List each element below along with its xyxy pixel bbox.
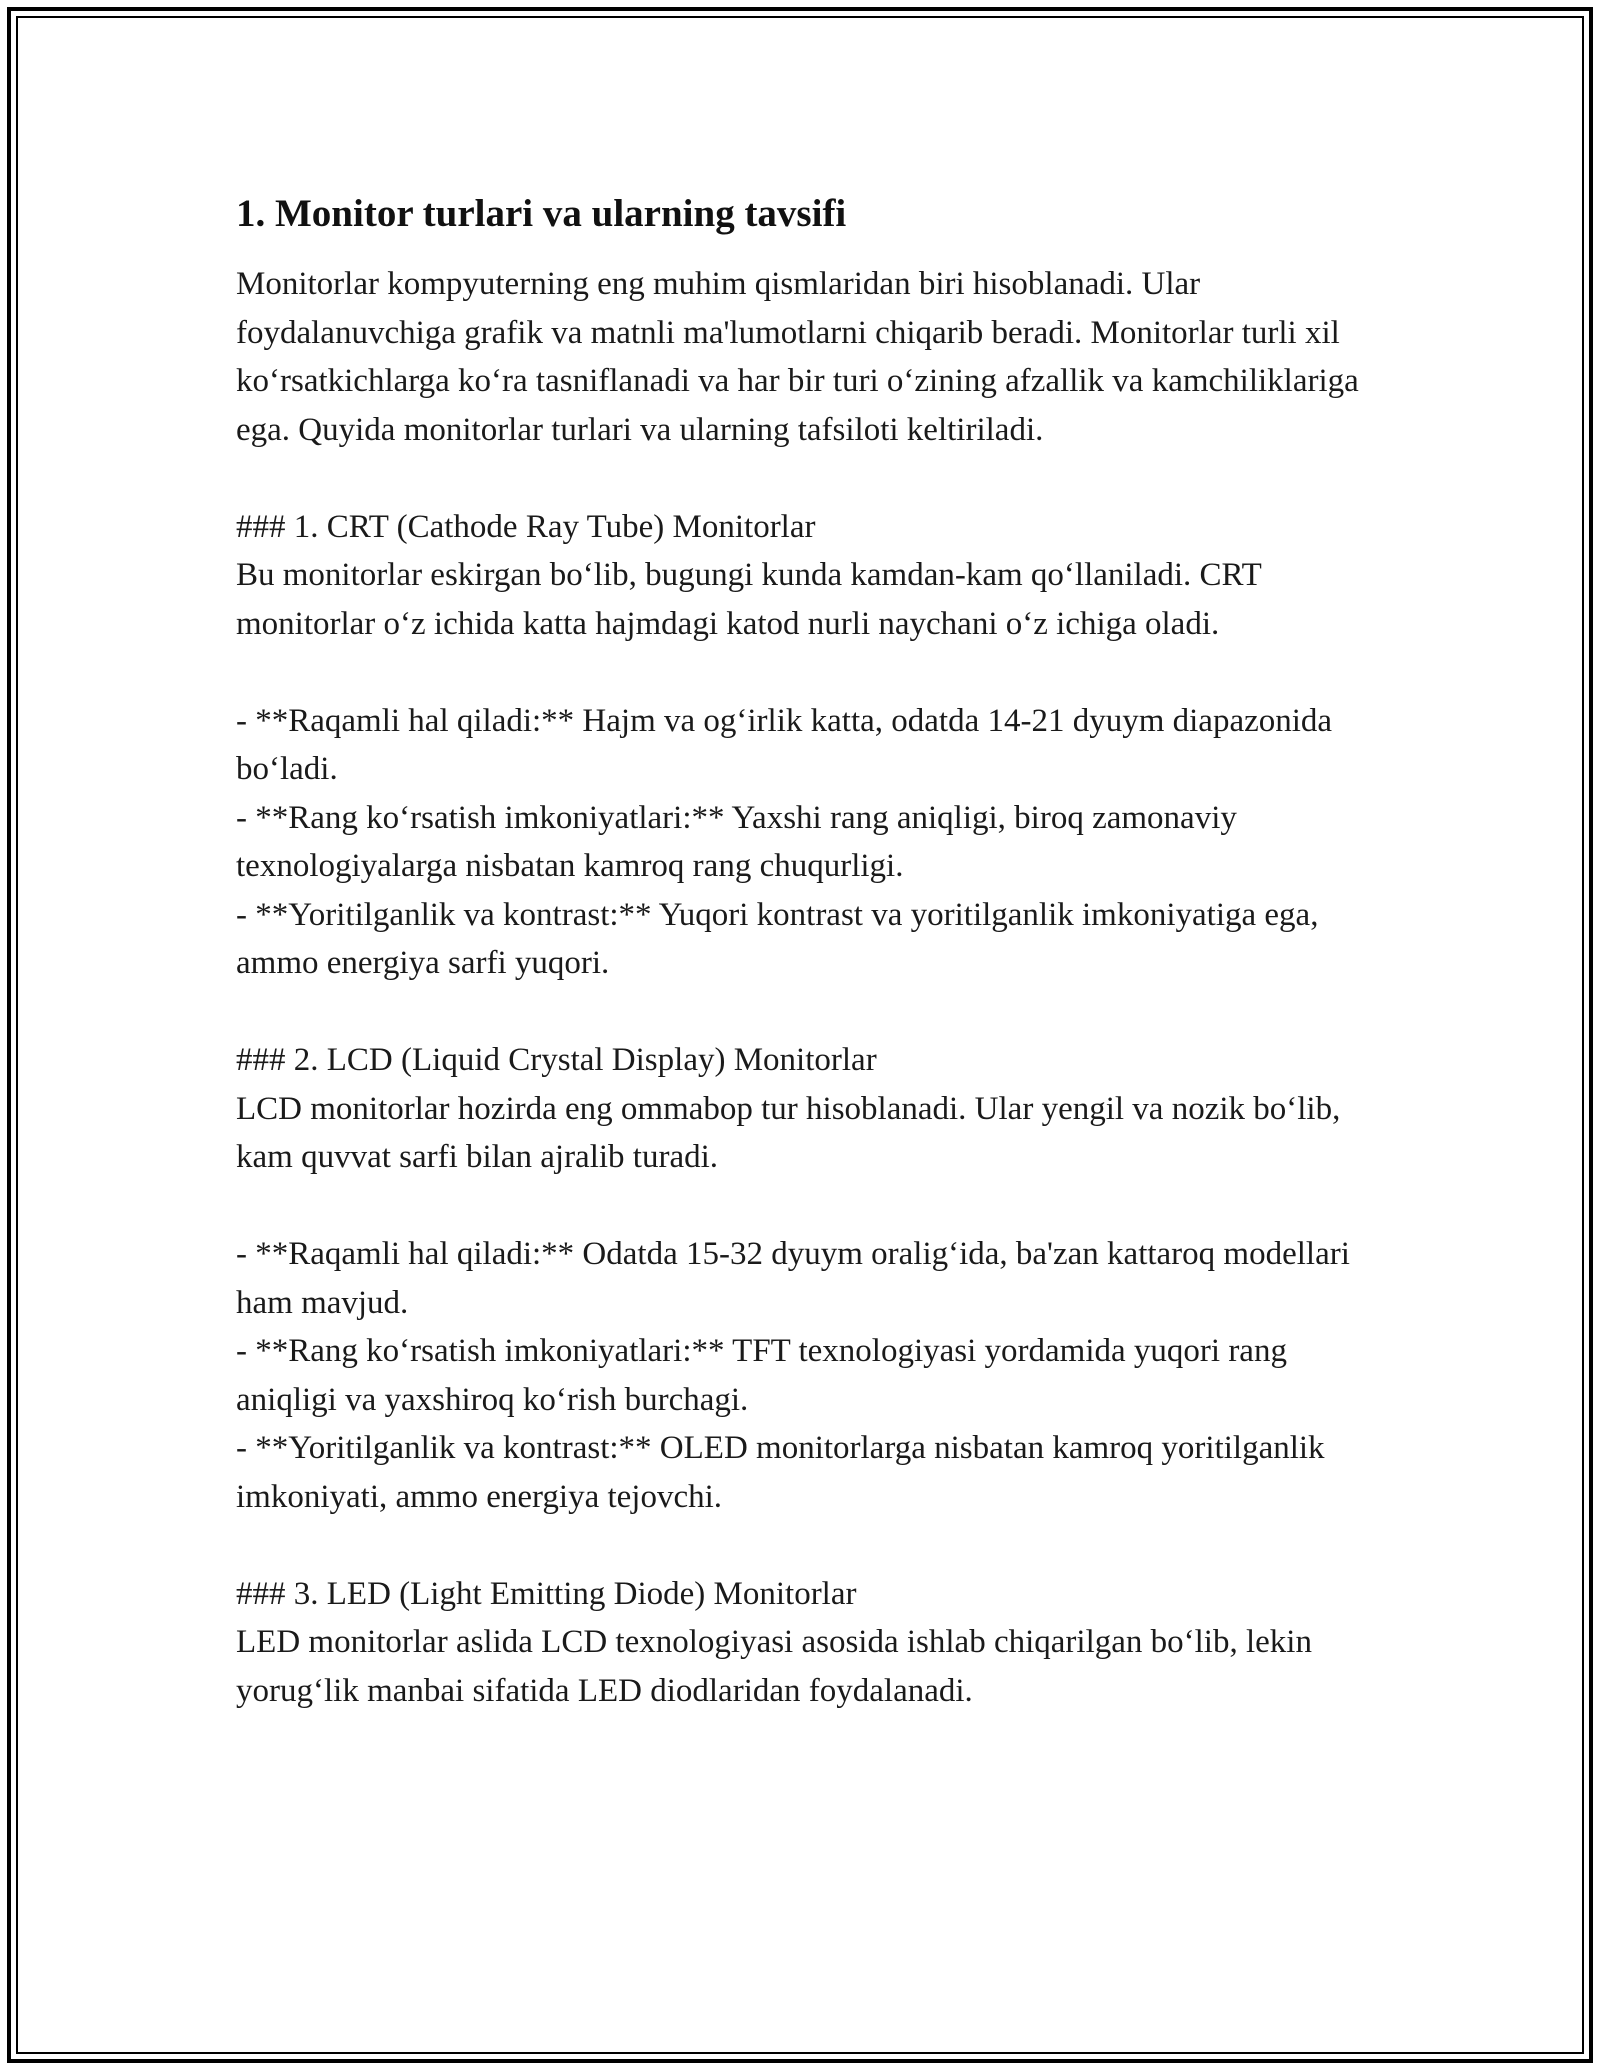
- intro-paragraph: Monitorlar kompyuterning eng muhim qismlaridan biri hisoblanadi. Ular foydalanuvchiga grafik va matnli ma'lumotlarni chiqarib beradi. Monitorlar turli xil ko‘rsatkichlarga ko‘ra tasniflanadi va har bir turi o‘zining afzallik va kamchiliklariga ega. Quyida monitorlar turlari va ularning tafsiloti keltiriladi.: [236, 266, 1368, 448]
- paragraph-spacer: [236, 988, 1376, 1037]
- section-description-crt: Bu monitorlar eskirgan bo‘lib, bugungi kunda kamdan-kam qo‘llaniladi. CRT monitorlar o‘z ichida katta hajmdagi katod nurli naychani o‘z ichiga oladi.: [236, 557, 1270, 642]
- paragraph-spacer: [236, 648, 1376, 697]
- list-item: - **Rang ko‘rsatish imkoniyatlari:** Yaxshi rang aniqligi, biroq zamonaviy texnologiyalarga nisbatan kamroq rang chuqurligi.: [236, 799, 1246, 884]
- list-item: - **Yoritilganlik va kontrast:** Yuqori kontrast va yoritilganlik imkoniyatiga ega, ammo energiya sarfi yuqori.: [236, 896, 1327, 981]
- list-item: - **Rang ko‘rsatish imkoniyatlari:** TFT texnologiyasi yordamida yuqori rang aniqligi va yaxshiroq ko‘rish burchagi.: [236, 1333, 1296, 1418]
- section-heading-led: ### 3. LED (Light Emitting Diode) Monitorlar: [236, 1575, 857, 1612]
- list-item: - **Raqamli hal qiladi:** Hajm va og‘irlik katta, odatda 14-21 dyuym diapazonida bo‘ladi.: [236, 702, 1341, 787]
- paragraph-spacer: [236, 1182, 1376, 1231]
- section-heading-lcd: ### 2. LCD (Liquid Crystal Display) Monitorlar: [236, 1042, 877, 1078]
- paragraph-spacer: [236, 1521, 1376, 1570]
- section-heading-crt: ### 1. CRT (Cathode Ray Tube) Monitorlar: [236, 508, 816, 545]
- section-description-led: LED monitorlar aslida LCD texnologiyasi asosida ishlab chiqarilgan bo‘lib, lekin yorug‘lik manbai sifatida LED diodlaridan foydalanadi.: [236, 1624, 1321, 1709]
- document-title: 1. Monitor turlari va ularning tavsifi: [236, 192, 847, 235]
- list-item: - **Raqamli hal qiladi:** Odatda 15-32 dyuym oralig‘ida, ba'zan kattaroq modellari ham mavjud.: [236, 1236, 1359, 1321]
- document-body: [236, 186, 1376, 1715]
- paragraph-spacer: [236, 454, 1376, 503]
- section-description-lcd: LCD monitorlar hozirda eng ommabop tur hisoblanadi. Ular yengil va nozik bo‘lib, kam quvvat sarfi bilan ajralib turadi.: [236, 1090, 1349, 1175]
- list-item: - **Yoritilganlik va kontrast:** OLED monitorlarga nisbatan kamroq yoritilganlik imkoniyati, ammo energiya tejovchi.: [236, 1430, 1333, 1515]
